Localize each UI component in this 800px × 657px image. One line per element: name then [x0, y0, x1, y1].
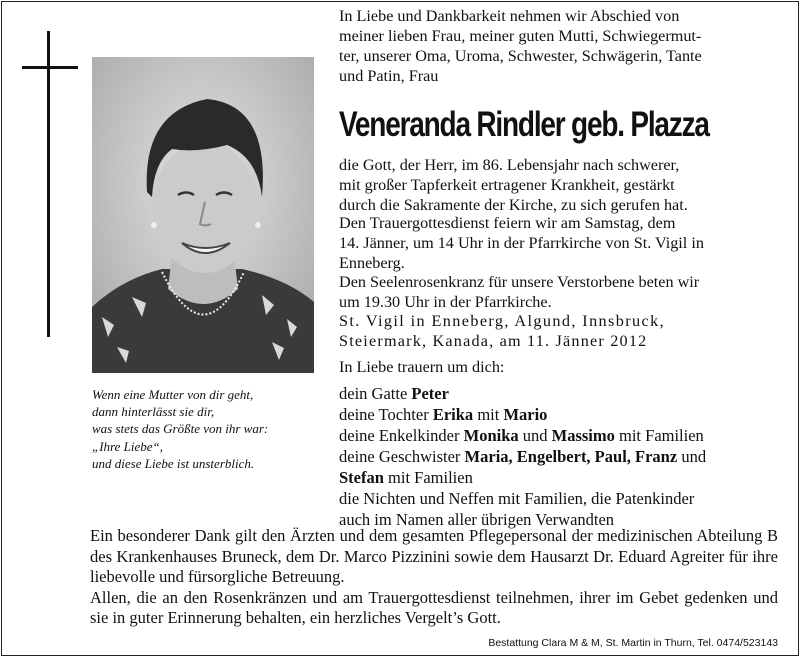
poem — [92, 386, 332, 472]
intro-line: meiner lieben Frau, meiner guten Mutti, Schwiegermut- — [339, 27, 702, 45]
rosary-info — [339, 272, 779, 312]
mourners-intro: In Liebe trauern um dich: — [339, 358, 505, 376]
thanks-section — [90, 526, 778, 629]
death-announcement — [339, 155, 779, 215]
deceased-name: Veneranda Rindler geb. Plazza — [339, 105, 709, 144]
text-line: Den Seelenrosenkranz für unsere Verstorbene beten wir — [339, 273, 700, 291]
portrait-photo — [92, 57, 314, 373]
thanks-paragraph: Ein besonderer Dank gilt den Ärzten und dem gesamten Pflegepersonal der medizinischen Abteilung B des Krankenhauses Bruneck, dem Dr. Marco Pizzinini sowie dem Hausarzt Dr. Eduard Agreiter für ihre liebevolle und fürsorgliche Betreuung. — [90, 526, 778, 587]
relatives-list — [339, 383, 779, 530]
poem-line: was stets das Größte von ihr war: — [92, 421, 269, 437]
text-line: um 19.30 Uhr in der Pfarrkirche. — [339, 293, 552, 311]
relative-nieces: die Nichten und Neffen mit Familien, die Patenkinder — [339, 489, 695, 508]
poem-line: und diese Liebe ist unsterblich. — [92, 455, 255, 471]
poem-line: „Ihre Liebe“, — [92, 438, 164, 454]
text-line: mit großer Tapferkeit ertragener Krankheit, gestärkt — [339, 176, 675, 194]
poem-line: Wenn eine Mutter von dir geht, — [92, 387, 254, 402]
relative-husband: dein Gatte Peter — [339, 384, 449, 403]
text-line: 14. Jänner, um 14 Uhr in der Pfarrkirche von St. Vigil in — [339, 234, 704, 252]
intro-line: In Liebe und Dankbarkeit nehmen wir Abschied von — [339, 7, 680, 25]
relative-grandchildren: deine Enkelkinder Monika und Massimo mit Familien — [339, 426, 704, 445]
place-line: St. Vigil in Enneberg, Algund, Innsbruck, — [339, 312, 666, 330]
relative-others: auch im Namen aller übrigen Verwandten — [339, 510, 615, 529]
place-date-line: Steiermark, Kanada, am 11. Jänner 2012 — [339, 332, 648, 350]
funeral-home-footer: Bestattung Clara M & M, St. Martin in Thurn, Tel. 0474/523143 — [488, 637, 778, 649]
relative-sibling-last: Stefan mit Familien — [339, 468, 473, 487]
relative-siblings: deine Geschwister Maria, Engelbert, Paul, Franz und — [339, 447, 707, 466]
funeral-info — [339, 213, 779, 273]
poem-line: dann hinterlässt sie dir, — [92, 404, 215, 420]
text-line: Enneberg. — [339, 254, 405, 272]
text-line: Den Trauergottesdienst feiern wir am Samstag, dem — [339, 214, 676, 232]
intro-line: und Patin, Frau — [339, 67, 439, 85]
text-line: durch die Sakramente der Kirche, zu sich gerufen hat. — [339, 196, 688, 214]
intro-line: ter, unserer Oma, Uroma, Schwester, Schwägerin, Tante — [339, 47, 702, 65]
thanks-paragraph: Allen, die an den Rosenkränzen und am Trauergottesdienst teilnehmen, ihrer im Gebet gedenken und sie in guter Erinnerung behalten, ein herzliches Vergelt’s Gott. — [90, 587, 778, 628]
relative-daughter: deine Tochter Erika mit Mario — [339, 405, 548, 424]
text-line: die Gott, der Herr, im 86. Lebensjahr nach schwerer, — [339, 156, 680, 174]
intro-text — [339, 6, 779, 86]
